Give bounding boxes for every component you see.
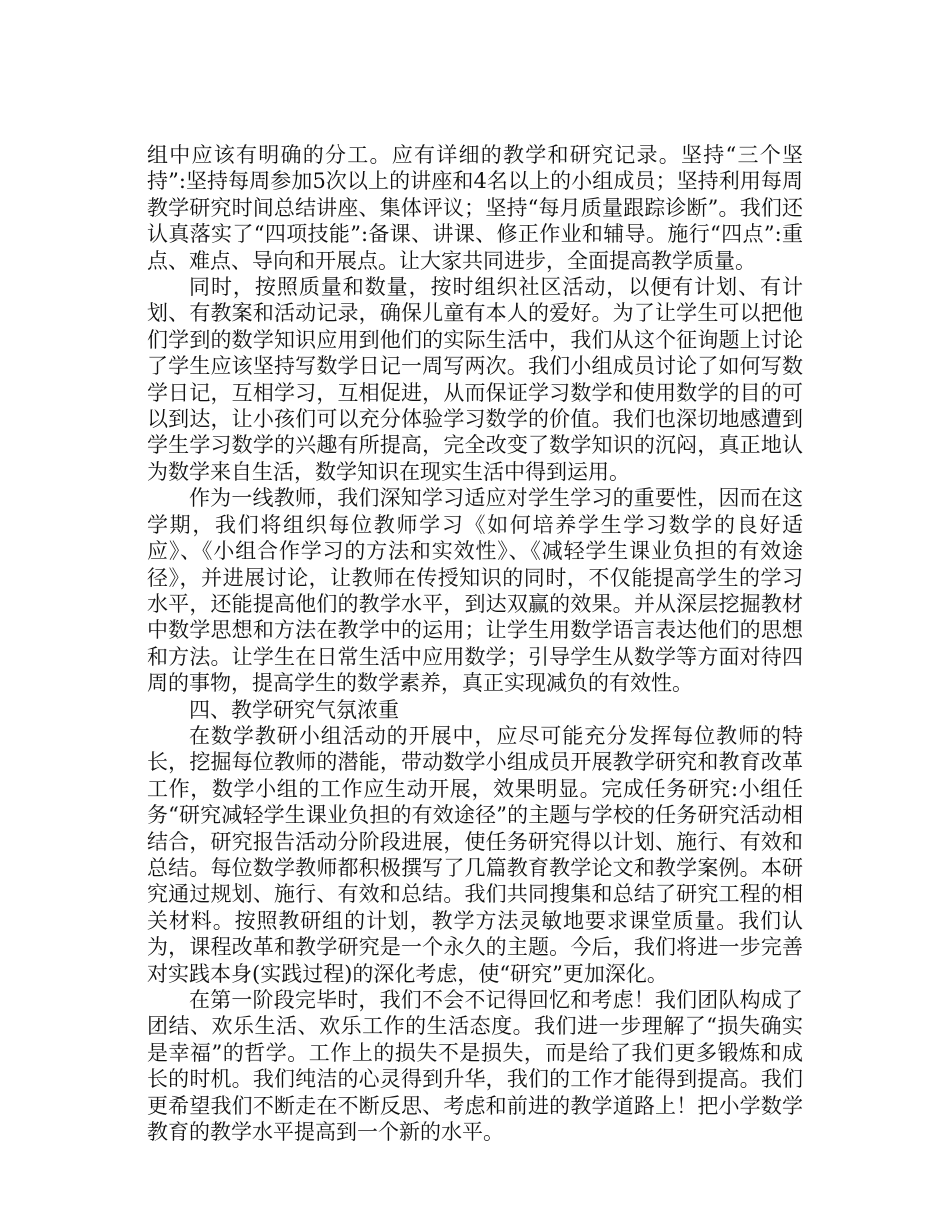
paragraph: 在数学教研小组活动的开展中，应尽可能充分发挥每位教师的特长，挖掘每位教师的潜能，带动数学小组成员开展教学研究和教育改革工作，数学小组的工作应生动开展，效果明显。完成任务研究:小组任务“研究减轻学生课业负担的有效途径”的主题与学校的任务研究活动相结合，研究报告活动分阶段进展，使任务研究得以计划、施行、有效和总结。每位数学教师都积极撰写了几篇教育教学论文和教学案例。本研究通过规划、施行、有效和总结。我们共同搜集和总结了研究工程的相关材料。按照教研组的计划，教学方法灵敏地要求课堂质量。我们认为，课程改革和教学研究是一个永久的主题。今后，我们将进一步完善对实践本身(实践过程)的深化考虑，使“研究”更加深化。	[147, 723, 803, 986]
paragraph: 同时，按照质量和数量，按时组织社区活动，以便有计划、有计划、有教案和活动记录，确保儿童有本人的爱好。为了让学生可以把他们学到的数学知识应用到他们的实际生活中，我们从这个征询题上讨论了学生应该坚持写数学日记一周写两次。我们小组成员讨论了如何写数学日记，互相学习，互相促进，从而保证学习数学和使用数学的目的可以到达，让小孩们可以充分体验学习数学的价值。我们也深切地感遭到学生学习数学的兴趣有所提高，完全改变了数学知识的沉闷，真正地认为数学来自生活，数学知识在现实生活中得到运用。	[147, 275, 803, 484]
paragraph: 作为一线教师，我们深知学习适应对学生学习的重要性，因而在这学期，我们将组织每位教师学习《如何培养学生学习数学的良好适应》、《小组合作学习的方法和实效性》、《减轻学生课业负担的有效途径》，并进展讨论，让教师在传授知识的同时，不仅能提高学生的学习水平，还能提高他们的教学水平，到达双赢的效果。并从深层挖掘教材中数学思想和方法在教学中的运用；让学生用数学语言表达他们的思想和方法。让学生在日常生活中应用数学；引导学生从数学等方面对待四周的事物，提高学生的数学素养，真正实现减负的有效性。	[147, 486, 803, 696]
paragraph-continued: 组中应该有明确的分工。应有详细的教学和研究记录。坚持“三个坚持”:坚持每周参加5次以上的讲座和4名以上的小组成员；坚持利用每周教学研究时间总结讲座、集体评议；坚持“每月质量跟踪诊断”。我们还认真落实了“四项技能”:备课、讲课、修正作业和辅导。施行“四点”:重点、难点、导向和开展点。让大家共同进步，全面提高教学质量。	[147, 143, 803, 273]
paragraph: 在第一阶段完毕时，我们不会不记得回忆和考虑！我们团队构成了团结、欢乐生活、欢乐工作的生活态度。我们进一步理解了“损失确实是幸福”的哲学。工作上的损失不是损失，而是给了我们更多锻炼和成长的时机。我们纯洁的心灵得到升华，我们的工作才能得到提高。我们更希望我们不断走在不断反思、考虑和前进的教学道路上！把小学数学教育的教学水平提高到一个新的水平。	[147, 988, 803, 1145]
document-body	[147, 142, 803, 1145]
section-heading: 四、教学研究气氛浓重	[189, 697, 399, 722]
